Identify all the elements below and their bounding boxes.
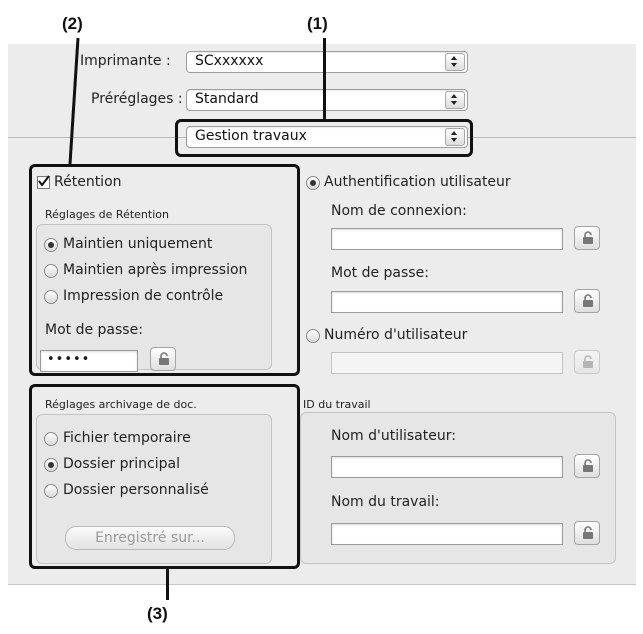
popup-arrows-icon [445, 91, 465, 109]
retention-label: Rétention [54, 174, 122, 190]
login-name-label: Nom de connexion: [331, 203, 467, 219]
retention-option-label: Impression de contrôle [63, 288, 224, 304]
printer-value: SCxxxxxx [195, 53, 264, 69]
job-name-lock-button[interactable] [574, 521, 600, 545]
retention-password-value: ••••• [47, 352, 91, 367]
auth-password-field[interactable] [331, 291, 563, 313]
popup-arrows-icon [445, 53, 465, 71]
archive-option-label: Dossier principal [63, 456, 180, 472]
retention-group-title: Réglages de Rétention [45, 208, 169, 221]
login-name-field[interactable] [331, 228, 563, 250]
user-auth-label: Authentification utilisateur [324, 174, 511, 190]
callout-line-1 [323, 38, 326, 120]
user-name-lock-button[interactable] [574, 454, 600, 478]
archive-option-label: Dossier personnalisé [63, 482, 209, 498]
job-name-field[interactable] [331, 523, 563, 545]
printer-popup[interactable] [186, 51, 468, 73]
callout-label-2: (2) [62, 14, 83, 33]
callout-label-3: (3) [147, 604, 168, 623]
retention-password-label: Mot de passe: [45, 322, 143, 338]
user-auth-radio[interactable] [306, 176, 320, 190]
callout-line-3 [166, 568, 169, 600]
user-number-field[interactable] [331, 352, 563, 374]
callout-label-1: (1) [307, 14, 328, 33]
presets-value: Standard [195, 91, 259, 107]
user-number-radio[interactable] [306, 329, 320, 343]
retention-option-label: Maintien après impression [63, 262, 248, 278]
lock-icon [581, 294, 595, 308]
user-name-label: Nom d'utilisateur: [331, 428, 456, 444]
callout-box-3 [29, 384, 300, 569]
auth-password-lock-button[interactable] [574, 289, 600, 313]
callout-box-1 [175, 119, 473, 157]
archive-group-title: Réglages archivage de doc. [45, 398, 197, 411]
lock-icon [581, 355, 595, 369]
lock-icon [581, 459, 595, 473]
save-to-button[interactable]: Enregistré sur... [65, 526, 235, 550]
job-id-group-title: ID du travail [303, 398, 371, 411]
retention-option-label: Maintien uniquement [63, 236, 213, 252]
panel-select-value: Gestion travaux [195, 128, 307, 144]
user-name-field[interactable] [331, 456, 563, 478]
printer-label: Imprimante : [80, 53, 171, 69]
lock-icon [581, 526, 595, 540]
callout-box-2 [29, 164, 300, 376]
lock-icon [581, 231, 595, 245]
archive-option-label: Fichier temporaire [63, 430, 191, 446]
presets-label: Préréglages : [91, 91, 183, 107]
login-name-lock-button[interactable] [574, 226, 600, 250]
user-number-lock-button[interactable] [574, 350, 600, 374]
job-name-label: Nom du travail: [331, 494, 440, 510]
user-number-label: Numéro d'utilisateur [324, 327, 468, 343]
presets-popup[interactable] [186, 89, 468, 111]
auth-password-label: Mot de passe: [331, 265, 429, 281]
callout-line-2 [60, 36, 90, 166]
